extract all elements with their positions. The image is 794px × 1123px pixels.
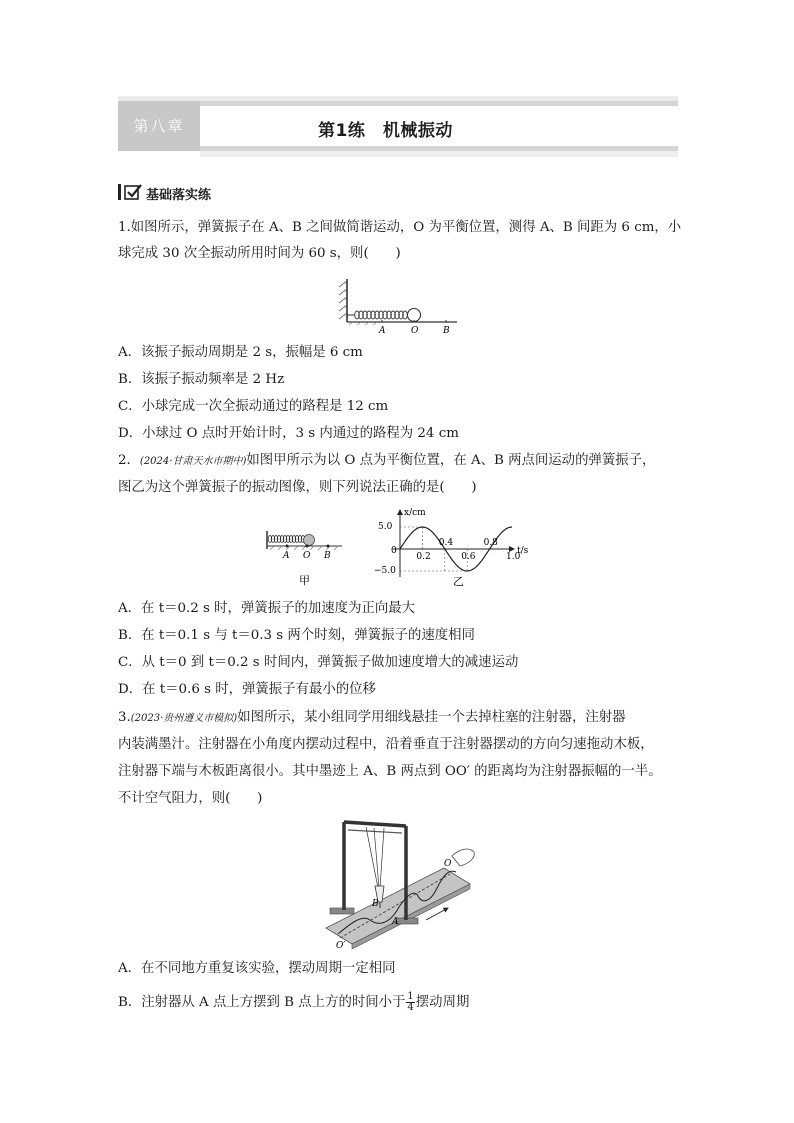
q3-number: 3. xyxy=(118,710,131,725)
q2-origin-label: 0 xyxy=(391,546,397,556)
q2-xtick-label: 1.0 xyxy=(506,552,521,562)
q2-figure-jia xyxy=(262,519,350,587)
q2-xtick-label: 0.4 xyxy=(438,538,454,548)
q3-label-b: B xyxy=(372,899,379,909)
q2-option-b: B．在 t＝0.1 s 与 t＝0.3 s 两个时刻，弹簧振子的速度相同 xyxy=(118,628,475,643)
q2-jia-label-a: A xyxy=(283,551,290,561)
q2-jia-label-o: O xyxy=(303,551,311,561)
q3-label-a: A xyxy=(392,917,399,927)
q2-ytick-neg: −5.0 xyxy=(374,566,396,576)
q2-line2: 图乙为这个弹簧振子的振动图像，则下列说法正确的是( ) xyxy=(118,480,477,495)
q2-option-d: D．在 t＝0.6 s 时，弹簧振子有最小的位移 xyxy=(118,682,376,697)
q2-x-tick-labels xyxy=(416,538,520,562)
q3-source: (2023·贵州遵义市模拟) xyxy=(130,713,238,724)
q1-option-a: A．该振子振动周期是 2 s，振幅是 6 cm xyxy=(118,345,363,360)
quarter-fraction xyxy=(406,992,414,1013)
q3-option-b-text: B．注射器从 A 点上方摆到 B 点上方的时间小于 xyxy=(118,995,406,1010)
q3-option-a: A．在不同地方重复该实验，摆动周期一定相同 xyxy=(118,961,396,976)
q1-option-b: B．该振子振动频率是 2 Hz xyxy=(118,372,285,387)
q1-spring-figure xyxy=(335,277,460,335)
q2-xtick-label: 0.2 xyxy=(416,552,431,562)
q2-jia-label-b: B xyxy=(324,551,331,561)
q1-line1: 1.如图所示，弹簧振子在 A、B 之间做简谐运动，O 为平衡位置，测得 A、B 间距为 6 cm，小 xyxy=(118,220,682,235)
q3-hand xyxy=(452,849,474,866)
q2-caption-yi: 乙 xyxy=(453,575,464,587)
q2-option-a: A．在 t＝0.2 s 时，弹簧振子的加速度为正向最大 xyxy=(118,601,416,616)
q3-line4: 不计空气阻力，则( ) xyxy=(118,791,263,806)
fraction-numerator: 1 xyxy=(407,991,414,1002)
q2-xtick-label: 0.6 xyxy=(461,552,476,562)
q2-xtick-label: 0.8 xyxy=(483,538,498,548)
section-bar xyxy=(118,184,121,200)
q3-label-o: O xyxy=(444,859,452,869)
q2-option-c: C．从 t＝0 到 t＝0.2 s 时间内，弹簧振子做加速度增大的减速运动 xyxy=(118,655,519,670)
q2-source: (2024·甘肃天水市期中) xyxy=(139,456,247,467)
q1-label-b: B xyxy=(443,326,450,335)
q2-number: 2． xyxy=(118,453,140,468)
q3-line1-text: 如图所示，某小组同学用细线悬挂一个去掉柱塞的注射器，注射器 xyxy=(237,710,626,725)
q3-option-b-tail: 摆动周期 xyxy=(415,995,470,1010)
q1-label-a: A xyxy=(379,326,386,335)
q3-pendulum-figure xyxy=(318,816,478,954)
q3-option-b xyxy=(118,992,469,1013)
q2-figure-yi-graph xyxy=(360,505,530,587)
q2-line1 xyxy=(118,451,655,472)
q1-line2: 球完成 30 次全振动所用时间为 60 s，则( ) xyxy=(118,246,401,261)
checkbox-icon xyxy=(124,183,142,201)
q2-ytick-pos: 5.0 xyxy=(378,522,393,532)
q3-line1 xyxy=(118,708,626,729)
header-bottom-strip xyxy=(200,151,678,157)
chapter-label: 第八章 xyxy=(118,101,200,151)
q2-caption-jia: 甲 xyxy=(299,574,310,587)
section-title: 基础落实练 xyxy=(146,188,212,203)
q2-line1-text: 如图甲所示为以 O 点为平衡位置，在 A、B 两点间运动的弹簧振子， xyxy=(246,453,656,468)
q2-x-axis-label: t/s xyxy=(517,546,529,556)
q2-y-axis-label: x/cm xyxy=(404,508,426,518)
q3-label-o-prime: O′ xyxy=(336,941,346,951)
q1-label-o: O xyxy=(411,326,419,335)
q1-option-c: C．小球完成一次全振动通过的路程是 12 cm xyxy=(118,399,389,414)
q1-option-d: D．小球过 O 点时开始计时，3 s 内通过的路程为 24 cm xyxy=(118,426,459,441)
page-title: 第1练 机械振动 xyxy=(318,121,453,141)
q3-line2: 内装满墨汁。注射器在小角度内摆动过程中，沿着垂直于注射器摆动的方向匀速拖动木板， xyxy=(118,737,654,752)
fraction-denominator: 4 xyxy=(407,1002,414,1013)
q3-line3: 注射器下端与木板距离很小。其中墨迹上 A、B 两点到 OO′ 的距离均为注射器振幅的一半。 xyxy=(118,764,662,779)
